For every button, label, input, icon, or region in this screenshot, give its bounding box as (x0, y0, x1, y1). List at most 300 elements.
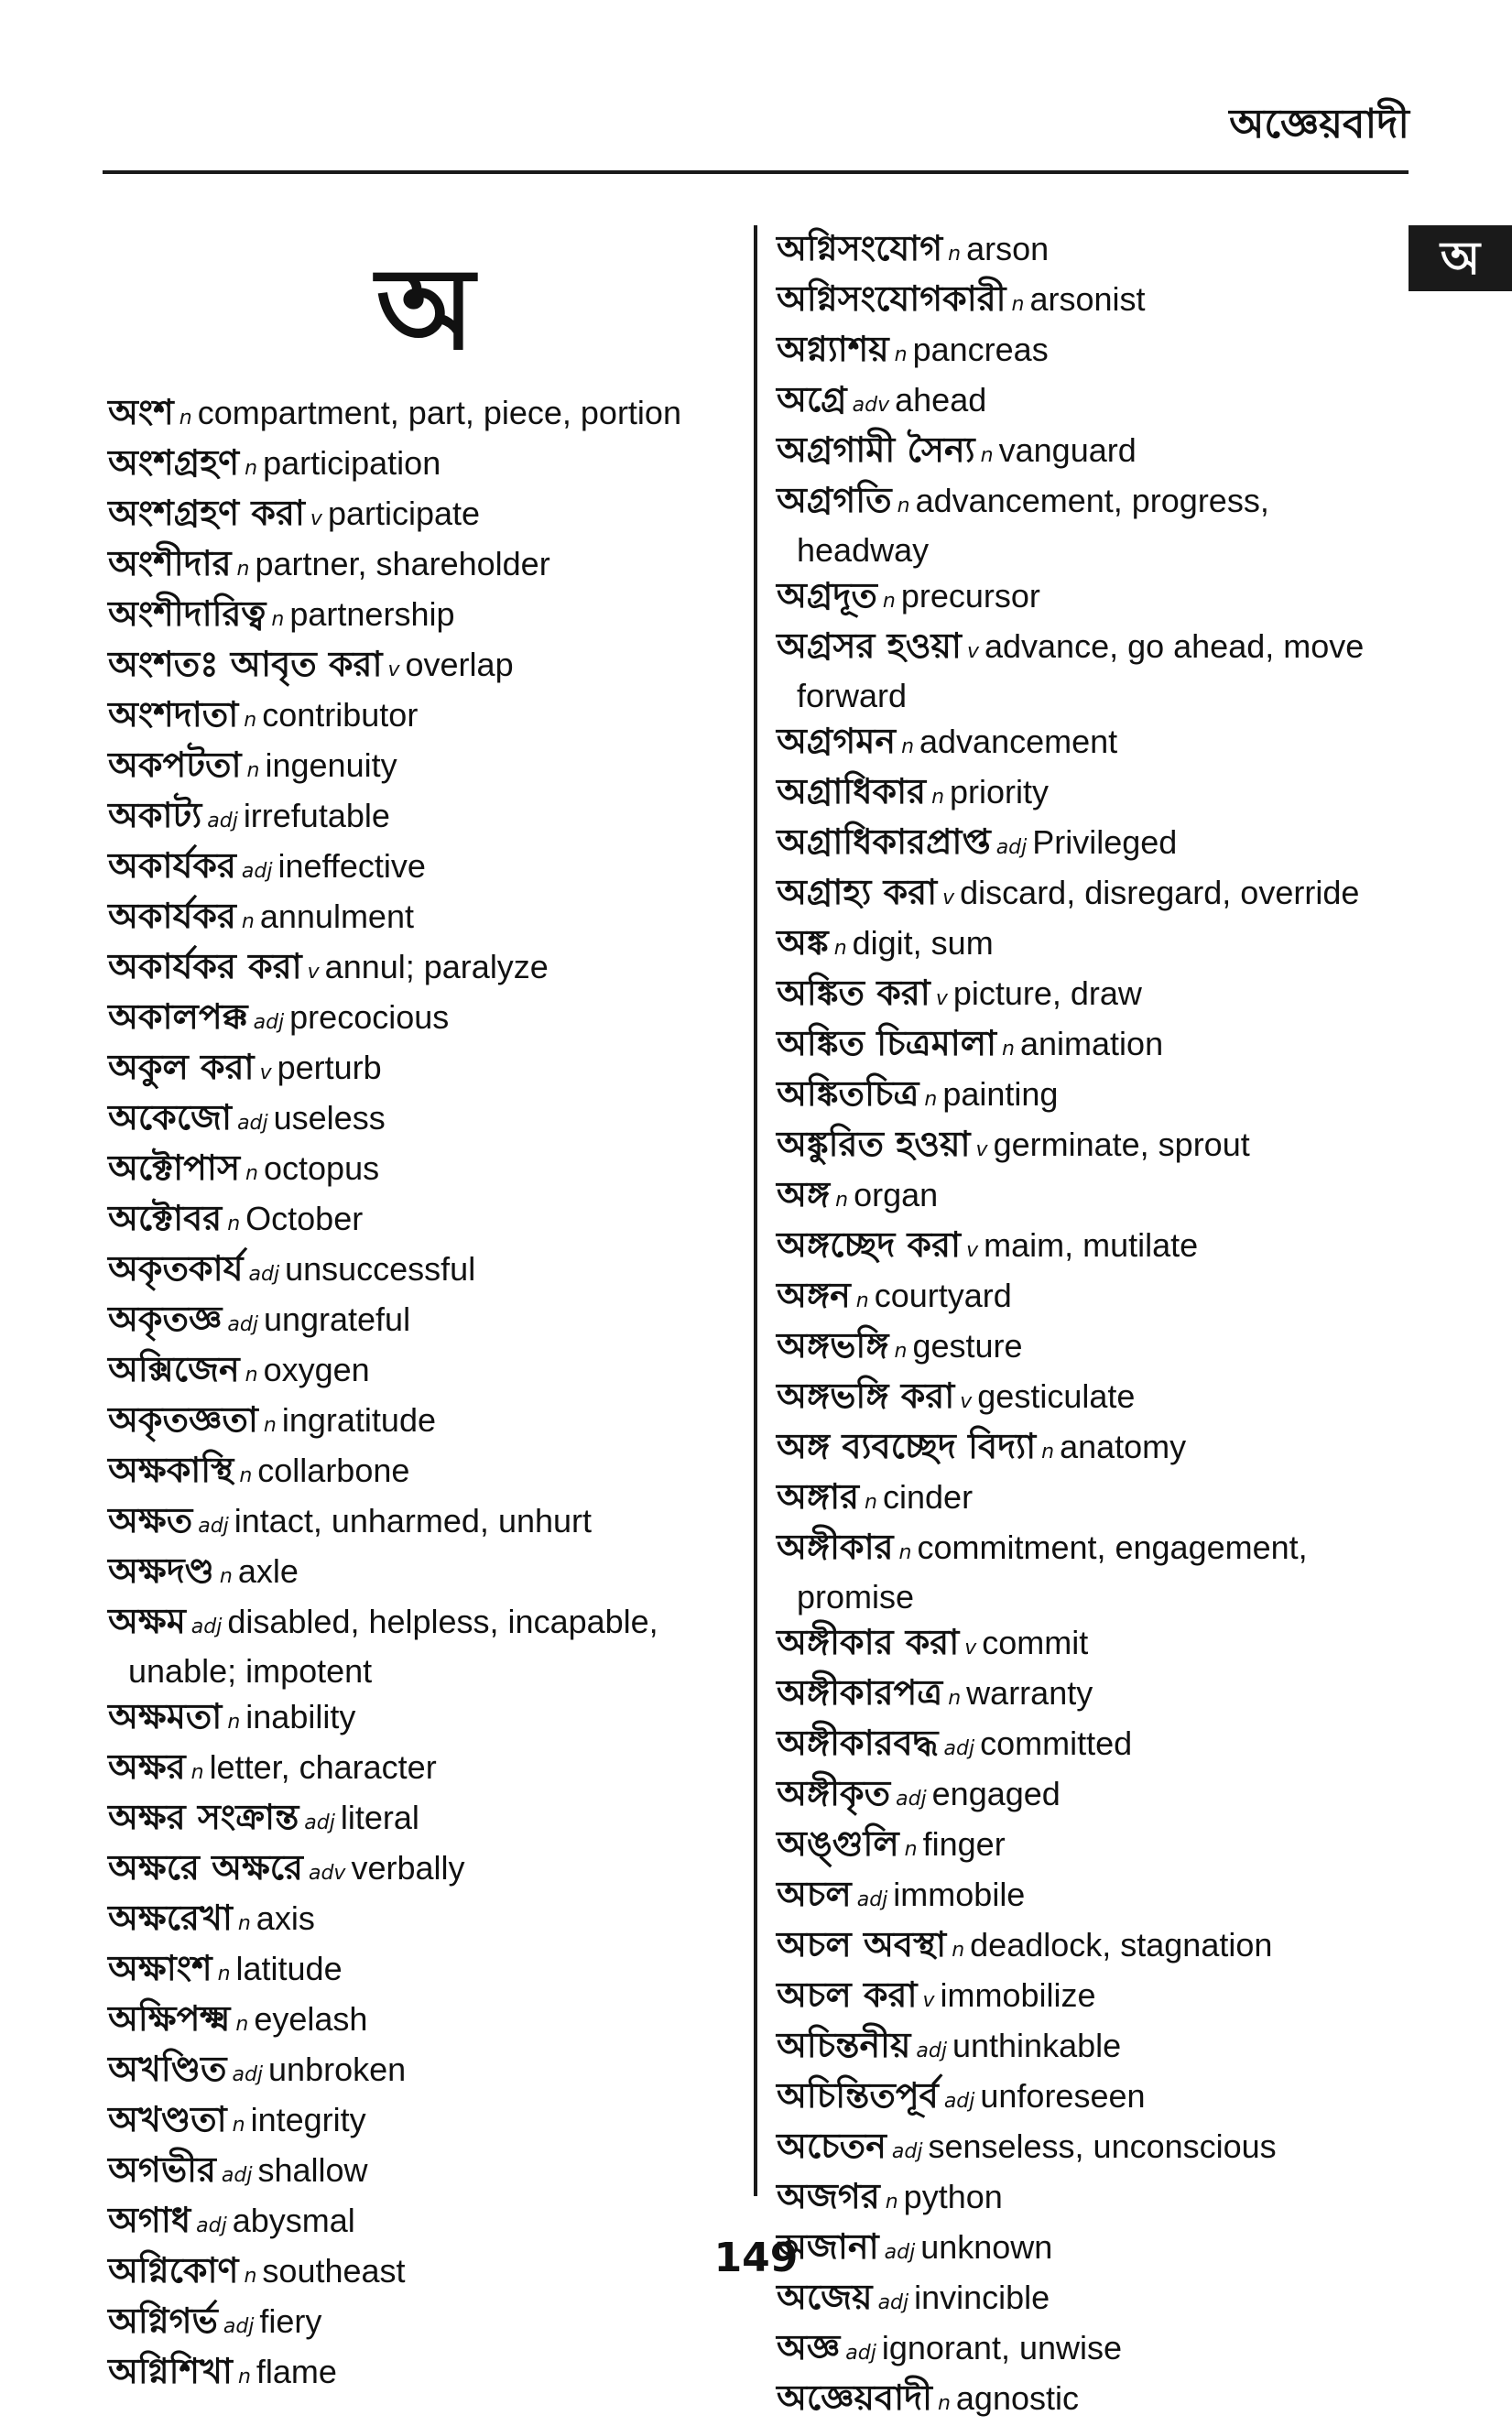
entry-definition: shallow (257, 2151, 368, 2189)
dictionary-entry (108, 2148, 731, 2198)
entry-definition: inability (245, 1698, 356, 1735)
dictionary-entry (108, 390, 731, 441)
dictionary-entry (108, 1246, 731, 1297)
entry-headword: অচেতন (777, 2126, 887, 2166)
dictionary-entry (108, 793, 731, 843)
entry-definition: latitude (235, 1950, 343, 1987)
entry-headword: অকৃতজ্ঞতা (108, 1399, 258, 1440)
dictionary-entry (108, 1795, 731, 1845)
entry-headword: অক্টোবর (108, 1198, 223, 1238)
dictionary-entry (777, 428, 1399, 478)
entry-headword: অঙ্গুলি (777, 1823, 899, 1864)
entry-headword: অগ্নিশিখা (108, 2351, 233, 2391)
entry-headword: অঙ্গার (777, 1476, 860, 1517)
entry-part-of-speech: v (307, 961, 320, 984)
dictionary-entry (777, 1223, 1399, 1273)
entry-definition: ineffective (277, 847, 426, 885)
entry-definition: October (245, 1200, 364, 1237)
entry-headword: অঙ্ক (777, 922, 829, 963)
entry-headword: অঙ্কিতচিত্র (777, 1073, 919, 1114)
entry-definition: abysmal (232, 2202, 355, 2239)
entry-definition: disabled, helpless, incapable, unable; impotent (128, 1603, 658, 1690)
entry-part-of-speech: n (235, 2013, 249, 2036)
entry-headword: অগ্রসর হওয়া (777, 626, 962, 666)
dictionary-entry (108, 2097, 731, 2148)
dictionary-entry (777, 1172, 1399, 1223)
entry-part-of-speech: n (190, 1761, 204, 1784)
entry-definition: ingenuity (265, 746, 397, 784)
dictionary-entry (777, 2073, 1399, 2124)
dictionary-entry (777, 2124, 1399, 2174)
dictionary-entry (777, 971, 1399, 1021)
dictionary-entry (777, 920, 1399, 971)
entry-definition: python (903, 2178, 1003, 2215)
dictionary-entry (777, 820, 1399, 870)
entry-headword: অংশগ্রহণ করা (108, 493, 305, 533)
entry-definition: partnership (289, 595, 455, 633)
entry-headword: অঙ্গন (777, 1275, 851, 1315)
entry-part-of-speech: adj (845, 2342, 876, 2365)
entry-headword: অঙ্গীকারবদ্ধ (777, 1723, 939, 1763)
entry-headword: অক্ষদণ্ড (108, 1550, 214, 1591)
dictionary-entry (108, 1996, 731, 2047)
entry-headword: অঙ্গ ব্যবচ্ছেদ বিদ্যা (777, 1426, 1037, 1466)
entry-part-of-speech: n (855, 1289, 869, 1312)
entry-definition: southeast (262, 2252, 406, 2290)
dictionary-entry (777, 478, 1399, 573)
entry-headword: অংশতঃ আবৃত করা (108, 644, 383, 684)
entry-definition: literal (340, 1799, 419, 1836)
entry-headword: অকেজো (108, 1097, 233, 1137)
entry-headword: অকৃতজ্ঞ (108, 1299, 223, 1339)
entry-headword: অংশদাতা (108, 694, 239, 734)
entry-definition: commitment, engagement, promise (797, 1528, 1308, 1616)
entry-part-of-speech: v (975, 1138, 988, 1161)
dictionary-entry (777, 2325, 1399, 2376)
entry-part-of-speech: n (835, 1189, 849, 1212)
entry-part-of-speech: n (237, 1912, 251, 1935)
entry-headword: অক্ষরেখা (108, 1898, 233, 1938)
entry-definition: gesture (912, 1327, 1023, 1365)
entry-headword: অক্ষিপক্ষ্ম (108, 1998, 231, 2039)
entry-headword: অংশগ্রহণ (108, 442, 240, 483)
entry-part-of-speech: n (931, 786, 945, 809)
entry-part-of-speech: adj (896, 1788, 927, 1811)
entry-headword: অচিন্তিতপূর্ব (777, 2075, 939, 2116)
dictionary-entry (777, 1474, 1399, 1525)
entry-headword: অখণ্ডিত (108, 2049, 227, 2089)
entry-part-of-speech: adj (241, 860, 273, 883)
dictionary-entry (108, 843, 731, 894)
dictionary-entry (108, 2047, 731, 2097)
dictionary-entry (108, 1095, 731, 1146)
entry-headword: অঙ্কুরিত হওয়া (777, 1124, 971, 1164)
entry-part-of-speech: n (244, 2265, 257, 2288)
entry-definition: oxygen (263, 1351, 370, 1388)
entry-headword: অচিন্তনীয় (777, 2025, 911, 2065)
entry-definition: eyelash (254, 2000, 368, 2038)
entry-part-of-speech: n (237, 2366, 251, 2388)
entry-headword: অগ্রদূত (777, 575, 877, 615)
entry-definition: annul; paralyze (324, 948, 549, 985)
dictionary-entry (777, 2376, 1399, 2426)
dictionary-entry (777, 624, 1399, 719)
entry-definition: digit, sum (852, 924, 994, 962)
thumb-index-tab: অ (1409, 225, 1512, 291)
dictionary-entry (777, 1374, 1399, 1424)
entry-headword: অক্ষমতা (108, 1696, 223, 1736)
entry-part-of-speech: n (227, 1213, 241, 1235)
entry-definition: discard, disregard, override (960, 874, 1360, 911)
entry-part-of-speech: adj (223, 2315, 255, 2338)
entry-part-of-speech: n (245, 457, 258, 480)
entry-headword: অগ্রাধিকার (777, 771, 927, 811)
dictionary-entry (108, 1196, 731, 1246)
entry-headword: অক্ষম (108, 1601, 186, 1641)
entry-headword: অক্ষত (108, 1500, 193, 1540)
entry-headword: অঙ্কিত করা (777, 973, 930, 1013)
entry-part-of-speech: n (236, 558, 250, 581)
dictionary-entry (108, 1845, 731, 1896)
entry-definition: irrefutable (243, 797, 390, 834)
dictionary-entry (108, 1297, 731, 1347)
entry-part-of-speech: adv (308, 1862, 346, 1885)
entry-definition: advancement, progress, headway (797, 482, 1269, 569)
page-number: 149 (713, 2235, 799, 2281)
dictionary-entry (777, 719, 1399, 769)
entry-part-of-speech: adj (207, 810, 238, 832)
dictionary-entry (777, 1424, 1399, 1474)
dictionary-entry (777, 1973, 1399, 2023)
entry-definition: organ (854, 1176, 939, 1213)
dictionary-entry (777, 327, 1399, 377)
entry-definition: partner, shareholder (255, 545, 550, 582)
entry-part-of-speech: n (865, 1491, 877, 1514)
entry-part-of-speech: n (239, 1464, 253, 1487)
entry-part-of-speech: v (966, 640, 979, 663)
entry-definition: picture, draw (952, 974, 1142, 1012)
entry-part-of-speech: adj (253, 1011, 285, 1034)
header-rule (103, 170, 1409, 174)
entry-definition: agnostic (955, 2379, 1079, 2417)
dictionary-entry (108, 944, 731, 995)
entry-part-of-speech: n (1011, 293, 1025, 316)
entry-headword: অজ্ঞেয়বাদী (777, 2377, 932, 2418)
left-column (108, 390, 731, 2399)
entry-definition: engaged (931, 1775, 1061, 1812)
entry-part-of-speech: adj (304, 1811, 335, 1834)
entry-headword: অগ্নিসংযোগ (777, 228, 943, 268)
entry-definition: octopus (264, 1149, 380, 1187)
entry-part-of-speech: n (245, 1162, 258, 1185)
dictionary-entry (108, 592, 731, 642)
entry-headword: অগ্রে (777, 379, 847, 419)
entry-headword: অজেয় (777, 2277, 873, 2317)
dictionary-entry (777, 1620, 1399, 1670)
entry-definition: animation (1020, 1025, 1164, 1062)
entry-part-of-speech: v (259, 1061, 272, 1084)
entry-part-of-speech: n (894, 1340, 908, 1363)
dictionary-entry (777, 1525, 1399, 1620)
entry-headword: অক্ষর (108, 1746, 186, 1787)
entry-part-of-speech: adv (852, 394, 890, 417)
entry-definition: commit (982, 1624, 1089, 1661)
entry-part-of-speech: n (219, 1565, 233, 1588)
entry-part-of-speech: adj (237, 1112, 268, 1135)
dictionary-entry (108, 2299, 731, 2349)
entry-definition: precursor (900, 577, 1040, 615)
entry-part-of-speech: n (898, 1541, 912, 1564)
entry-headword: অঙ্কিত চিত্রমালা (777, 1023, 997, 1063)
entry-definition: anatomy (1060, 1428, 1187, 1465)
entry-part-of-speech: n (897, 495, 910, 517)
dictionary-entry (108, 1745, 731, 1795)
entry-headword: অগ্নিগর্ভ (108, 2301, 218, 2341)
entry-definition: advance, go ahead, move forward (797, 627, 1365, 714)
entry-headword: অক্টোপাস (108, 1148, 241, 1188)
entry-headword: অংশ (108, 392, 174, 432)
entry-definition: verbally (351, 1849, 465, 1887)
entry-definition: precocious (289, 998, 450, 1036)
dictionary-entry (108, 692, 731, 743)
entry-definition: unsuccessful (285, 1250, 476, 1288)
entry-headword: অকৃতকার্য (108, 1248, 244, 1289)
entry-definition: immobilize (940, 1976, 1096, 2014)
entry-part-of-speech: n (885, 2191, 898, 2214)
entry-part-of-speech: adj (916, 2040, 947, 2062)
entry-headword: অজ্ঞ (777, 2327, 841, 2367)
dictionary-entry (108, 1599, 731, 1694)
entry-definition: gesticulate (977, 1377, 1136, 1415)
entry-headword: অগ্রাহ্য করা (777, 872, 938, 912)
entry-definition: unknown (920, 2228, 1053, 2266)
dictionary-entry (777, 573, 1399, 624)
dictionary-entry (108, 1896, 731, 1946)
entry-definition: germinate, sprout (993, 1126, 1250, 1163)
dictionary-entry (108, 1146, 731, 1196)
entry-definition: cinder (883, 1478, 974, 1516)
entry-definition: participation (263, 444, 441, 482)
dictionary-entry (108, 491, 731, 541)
entry-definition: perturb (277, 1049, 382, 1086)
entry-headword: অকার্যকর (108, 845, 236, 886)
entry-part-of-speech: n (894, 343, 908, 366)
entry-part-of-speech: n (901, 735, 915, 758)
entry-definition: unthinkable (952, 2027, 1122, 2064)
entry-headword: অকাট্য (108, 795, 202, 835)
entry-part-of-speech: adj (943, 1737, 975, 1760)
entry-definition: annulment (259, 898, 414, 935)
entry-part-of-speech: n (271, 608, 285, 631)
dictionary-entry (777, 1771, 1399, 1822)
entry-definition: arson (966, 230, 1050, 267)
entry-part-of-speech: adj (198, 1515, 229, 1538)
entry-headword: অক্ষাংশ (108, 1948, 212, 1988)
section-letter-heading: অ (375, 244, 475, 375)
entry-headword: অক্সিজেন (108, 1349, 240, 1389)
dictionary-entry (108, 1549, 731, 1599)
entry-part-of-speech: v (960, 1390, 973, 1413)
entry-part-of-speech: n (937, 2392, 951, 2415)
entry-headword: অকার্যকর করা (108, 946, 302, 986)
entry-part-of-speech: n (948, 243, 962, 266)
entry-headword: অগ্রগামী সৈন্য (777, 430, 975, 470)
entry-headword: অঙ্গীকার (777, 1527, 894, 1567)
entry-part-of-speech: n (227, 1711, 241, 1734)
entry-headword: অকুল করা (108, 1047, 255, 1087)
entry-part-of-speech: v (387, 658, 400, 681)
entry-part-of-speech: adj (877, 2291, 909, 2314)
entry-headword: অখণ্ডতা (108, 2099, 227, 2139)
entry-definition: deadlock, stagnation (970, 1926, 1273, 1964)
entry-part-of-speech: v (966, 1239, 979, 1262)
dictionary-entry (108, 1398, 731, 1448)
dictionary-entry (777, 2023, 1399, 2073)
entry-definition: finger (922, 1825, 1006, 1863)
dictionary-entry (777, 377, 1399, 428)
entry-part-of-speech: n (833, 937, 847, 960)
entry-definition: committed (980, 1724, 1133, 1762)
entry-part-of-speech: adj (248, 1263, 280, 1286)
column-divider (754, 225, 757, 2196)
entry-part-of-speech: n (952, 1939, 965, 1962)
dictionary-entry (777, 1872, 1399, 1922)
dictionary-entry (777, 1273, 1399, 1323)
entry-headword: অকপটতা (108, 745, 242, 785)
dictionary-entry (777, 1323, 1399, 1374)
entry-part-of-speech: n (246, 759, 260, 782)
entry-part-of-speech: adj (856, 1888, 888, 1911)
entry-definition: axis (256, 1899, 315, 1937)
dictionary-entry (108, 743, 731, 793)
entry-part-of-speech: v (935, 987, 948, 1010)
entry-part-of-speech: v (964, 1637, 977, 1659)
entry-part-of-speech: n (1002, 1038, 1015, 1061)
entry-definition: invincible (914, 2279, 1050, 2316)
entry-part-of-speech: v (942, 887, 955, 909)
entry-definition: compartment, part, piece, portion (197, 394, 681, 431)
entry-part-of-speech: v (922, 1989, 935, 2012)
entry-definition: overlap (405, 646, 514, 683)
dictionary-entry (777, 1922, 1399, 1973)
entry-definition: collarbone (257, 1452, 410, 1489)
entry-part-of-speech: adj (196, 2214, 227, 2237)
entry-part-of-speech: adj (227, 1313, 258, 1336)
entry-definition: priority (950, 773, 1050, 810)
entry-part-of-speech: n (1041, 1441, 1055, 1463)
entry-part-of-speech: n (904, 1838, 918, 1861)
entry-definition: useless (273, 1099, 386, 1137)
dictionary-entry (108, 1498, 731, 1549)
right-column (777, 226, 1399, 2426)
entry-headword: অকালপক্ক (108, 996, 248, 1037)
entry-definition: integrity (250, 2101, 366, 2138)
entry-headword: অঙ্গভঙ্গি করা (777, 1376, 955, 1416)
dictionary-entry (108, 1946, 731, 1996)
entry-definition: immobile (893, 1876, 1026, 1913)
entry-headword: অজানা (777, 2226, 879, 2267)
entry-headword: অঙ্গচ্ছেদ করা (777, 1224, 962, 1265)
entry-part-of-speech: n (882, 590, 896, 613)
entry-headword: অগাধ (108, 2200, 191, 2240)
entry-definition: ahead (895, 381, 987, 419)
entry-part-of-speech: n (244, 709, 257, 732)
entry-part-of-speech: n (245, 1364, 258, 1387)
entry-headword: অঙ্গভঙ্গি (777, 1325, 889, 1365)
dictionary-entry (777, 870, 1399, 920)
entry-headword: অঙ্গীকারপত্র (777, 1672, 943, 1713)
dictionary-entry (108, 894, 731, 944)
entry-headword: অগ্রগতি (777, 480, 892, 520)
entry-headword: অচল করা (777, 1975, 918, 2015)
entry-definition: contributor (262, 696, 419, 734)
entry-part-of-speech: n (217, 1963, 231, 1985)
entry-headword: অগ্রাধিকারপ্রাপ্ত (777, 821, 991, 862)
entry-definition: warranty (966, 1674, 1093, 1712)
entry-definition: painting (942, 1075, 1059, 1113)
entry-definition: courtyard (874, 1277, 1012, 1314)
entry-headword: অক্ষকাস্থি (108, 1450, 234, 1490)
entry-headword: অংশীদার (108, 543, 232, 583)
entry-definition: pancreas (912, 331, 1049, 368)
dictionary-entry (777, 1072, 1399, 1122)
entry-definition: ungrateful (263, 1300, 411, 1338)
entry-part-of-speech: adj (943, 2090, 975, 2113)
dictionary-entry (108, 995, 731, 1045)
entry-headword: অকার্যকর (108, 896, 236, 936)
entry-headword: অগ্নিকোণ (108, 2250, 239, 2290)
dictionary-entry (777, 2174, 1399, 2225)
dictionary-entry (777, 226, 1399, 277)
dictionary-entry (777, 1721, 1399, 1771)
entry-headword: অঙ্গীকৃত (777, 1773, 891, 1813)
entry-definition: unbroken (268, 2051, 407, 2088)
entry-part-of-speech: adj (221, 2164, 253, 2187)
entry-part-of-speech: adj (232, 2063, 264, 2086)
entry-headword: অগ্ন্যাশয় (777, 329, 889, 369)
entry-definition: Privileged (1032, 823, 1178, 861)
entry-headword: অক্ষর সংক্রান্ত (108, 1797, 299, 1837)
dictionary-entry (777, 1021, 1399, 1072)
entry-part-of-speech: n (924, 1088, 938, 1111)
entry-headword: অজগর (777, 2176, 880, 2216)
entry-part-of-speech: n (948, 1687, 962, 1710)
entry-definition: ignorant, unwise (881, 2329, 1123, 2366)
entry-part-of-speech: adj (190, 1616, 223, 1638)
running-head: অজ্ঞেয়বাদী (1229, 101, 1409, 147)
entry-part-of-speech: n (179, 407, 192, 430)
dictionary-entry (108, 2349, 731, 2399)
entry-definition: intact, unharmed, unhurt (234, 1502, 593, 1539)
entry-part-of-speech: adj (891, 2140, 923, 2163)
dictionary-entry (108, 642, 731, 692)
entry-headword: অংশীদারিত্ব (108, 593, 267, 634)
dictionary-entry (108, 541, 731, 592)
entry-definition: axle (237, 1552, 299, 1590)
entry-headword: অঙ্গীকার করা (777, 1622, 960, 1662)
entry-part-of-speech: adj (884, 2241, 916, 2264)
dictionary-entry (108, 1448, 731, 1498)
entry-definition: participate (327, 495, 481, 532)
entry-part-of-speech: n (263, 1414, 277, 1437)
entry-definition: advancement (919, 723, 1118, 760)
entry-definition: arsonist (1029, 280, 1146, 318)
entry-definition: senseless, unconscious (928, 2127, 1277, 2165)
entry-headword: অচল অবস্থা (777, 1924, 947, 1964)
entry-definition: ingratitude (281, 1401, 436, 1439)
entry-headword: অগভীর (108, 2149, 216, 2190)
entry-part-of-speech: n (232, 2114, 245, 2137)
